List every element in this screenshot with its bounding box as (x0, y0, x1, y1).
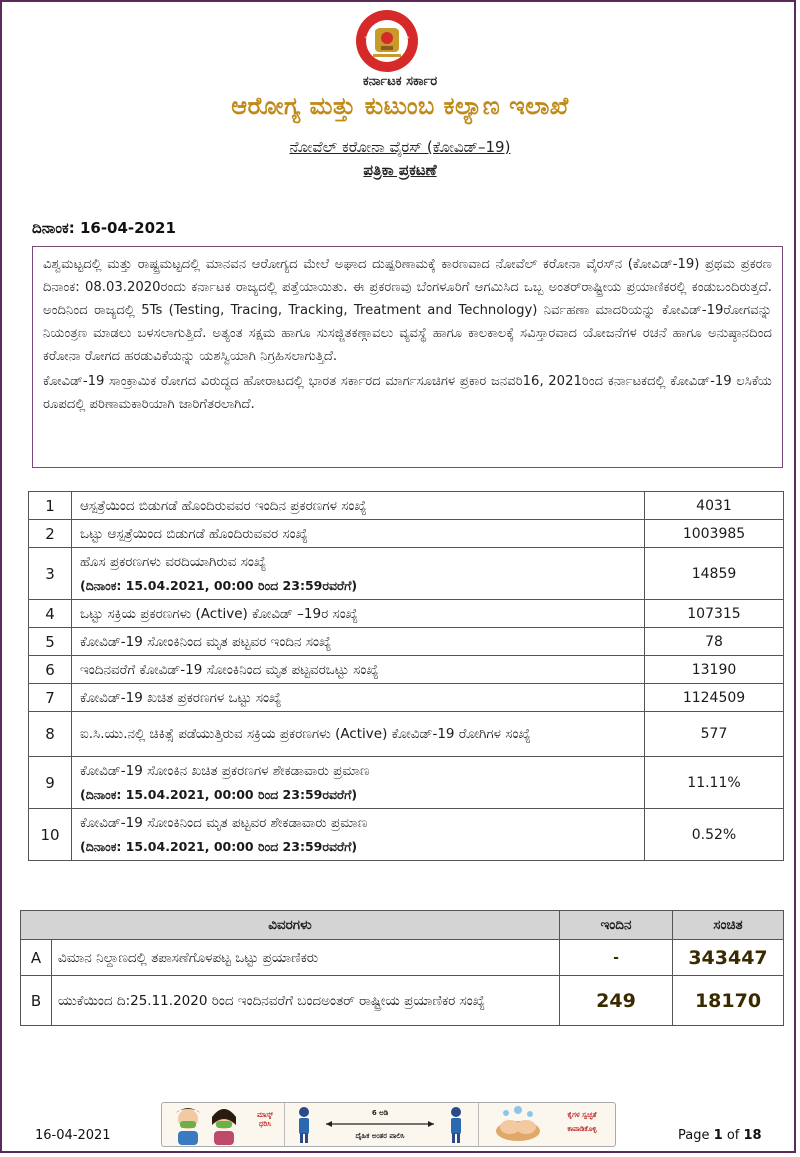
row-label (72, 492, 645, 520)
hygiene-text-1: ಕೈಗಳ ಸ್ವಚ್ಛತೆ (567, 1111, 597, 1119)
row-label-text: ಆಸ್ಪತ್ರೆಯಿಂದ ಬಿಡುಗಡೆ ಹೊಂದಿರುವವರ ಇಂದಿನ ಪ್ರಕರಣಗಳ ಸಂಖ್ಯೆ (80, 497, 367, 514)
row-number: 8 (29, 712, 72, 757)
row-label (72, 600, 645, 628)
intro-paragraph-2: ಕೋವಿಡ್-19 ಸಾಂಕ್ರಾಮಿಕ ರೋಗದ ವಿರುದ್ಧದ ಹೋರಾಟದಲ್ಲಿ ಭಾರತ ಸರ್ಕಾರದ ಮಾರ್ಗಸೂಚಿಗಳ ಪ್ರಕಾರ ಜನವರಿ16, 2021ರಿಂದ ಕರ್ನಾಟಕದಲ್ಲಿ ಕೋವಿಡ್-19 ಲಸಿಕೆಯ ರೂಪದಲ್ಲಿ ಪರಿಣಾಮಕಾರಿಯಾಗಿ ಜಾರಿಗೆತರಲಾಗಿದೆ. (43, 374, 772, 412)
travel-cumulative: 343447 (673, 940, 784, 976)
row-label-text: ಕೋವಿಡ್-19 ಸೋಂಕಿನ ಖಚಿತ ಪ್ರಕರಣಗಳ ಶೇಕಡಾವಾರು ಪ್ರಮಾಣ (80, 762, 370, 779)
person-icon (444, 1103, 468, 1146)
travel-header-row (21, 911, 784, 940)
press-release-heading: ಪತ್ರಿಕಾ ಪ್ರಕಟಣೆ (363, 161, 437, 179)
travel-table (20, 910, 784, 1026)
stats-row (29, 600, 784, 628)
travel-code: A (21, 940, 52, 976)
page-current: 1 (713, 1128, 723, 1143)
stats-row (29, 712, 784, 757)
row-label-text: ಕೋವಿಡ್-19 ಖಚಿತ ಪ್ರಕರಣಗಳ ಒಟ್ಟು ಸಂಖ್ಯೆ (80, 689, 282, 706)
stats-table (28, 491, 784, 861)
stats-row (29, 757, 784, 809)
travel-today: - (560, 940, 673, 976)
stats-row (29, 520, 784, 548)
row-number: 6 (29, 656, 72, 684)
stats-row (29, 656, 784, 684)
row-label-text: ಇಂದಿನವರೆಗೆ ಕೋವಿಡ್-19 ಸೋಂಕಿನಿಂದ ಮೃತ ಪಟ್ಟವರಒಟ್ಟು ಸಂಖ್ಯೆ (80, 661, 379, 678)
subject-heading: ನೋವೆಲ್ ಕರೋನಾ ವೈರಸ್ (ಕೋವಿಡ್–19) (289, 138, 511, 156)
page-total: 18 (743, 1128, 762, 1143)
department-title: ಆರೋಗ್ಯ ಮತ್ತು ಕುಟುಂಬ ಕಲ್ಯಾಣ ಇಲಾಖೆ (231, 92, 569, 120)
row-label (72, 757, 645, 809)
stats-row (29, 628, 784, 656)
row-number: 10 (29, 809, 72, 861)
mask-text: ಮಾಸ್ಕ್ ಧರಿಸಿ (257, 1111, 273, 1128)
row-label (72, 656, 645, 684)
row-number: 4 (29, 600, 72, 628)
row-label-text: ಕೋವಿಡ್-19 ಸೋಂಕಿನಿಂದ ಮೃತ ಪಟ್ಟವರ ಶೇಕಡಾವಾರು ಪ್ರಮಾಣ (80, 814, 368, 831)
row-label-text: ಐ.ಸಿ.ಯು.ನಲ್ಲಿ ಚಿಕಿತ್ಸೆ ಪಡೆಯುತ್ತಿರುವ ಸಕ್ರಿಯ ಪ್ರಕರಣಗಳು (Active) ಕೋವಿಡ್-19 ರೋಗಿಗಳ ಸಂಖ್ಯೆ (80, 726, 531, 742)
person-icon (292, 1103, 316, 1146)
banner-divider (284, 1103, 285, 1146)
row-label (72, 712, 645, 757)
travel-row-b (21, 976, 784, 1026)
row-number: 3 (29, 548, 72, 600)
row-date-range: (ದಿನಾಂಕ: 15.04.2021, 00:00 ರಿಂದ 23:59ರವರೆಗೆ) (80, 838, 358, 854)
row-value: 107315 (645, 600, 784, 628)
row-label-text: ಹೊಸ ಪ್ರಕರಣಗಳು ವರದಿಯಾಗಿರುವ ಸಂಖ್ಯೆ (80, 553, 267, 570)
travel-code: B (21, 976, 52, 1026)
stats-row (29, 492, 784, 520)
row-number: 9 (29, 757, 72, 809)
footer-page-number (678, 1128, 762, 1143)
header-cumulative: ಸಂಚಿತ (673, 911, 784, 940)
row-label-text: ಒಟ್ಟು ಆಸ್ಪತ್ರೆಯಿಂದ ಬಿಡುಗಡೆ ಹೊಂದಿರುವವರ ಸಂಖ್ಯೆ (80, 525, 308, 542)
row-number: 1 (29, 492, 72, 520)
row-value: 4031 (645, 492, 784, 520)
stats-row (29, 809, 784, 861)
release-date: ದಿನಾಂಕ: 16-04-2021 (32, 219, 176, 237)
page-word: Page (678, 1128, 710, 1143)
covid-guidelines-banner (161, 1102, 616, 1147)
hygiene-text-2: ಕಾಪಾಡಿಕೊಳ್ಳಿ (567, 1125, 597, 1133)
travel-today: 249 (560, 976, 673, 1026)
distance-value: 6 ಅಡಿ (371, 1109, 389, 1117)
row-value: 13190 (645, 656, 784, 684)
row-label (72, 520, 645, 548)
travel-row-a (21, 940, 784, 976)
row-label (72, 809, 645, 861)
travel-label: ವಿಮಾನ ನಿಲ್ದಾಣದಲ್ಲಿ ತಪಾಸಣೆಗೊಳಪಟ್ಟ ಒಟ್ಟು ಪ್ರಯಾಣಿಕರು (52, 940, 560, 976)
banner-divider (478, 1103, 479, 1146)
row-label-text: ಕೋವಿಡ್-19 ಸೋಂಕಿನಿಂದ ಮೃತ ಪಟ್ಟವರ ಇಂದಿನ ಸಂಖ್ಯೆ (80, 633, 332, 650)
travel-cumulative: 18170 (673, 976, 784, 1026)
stats-row (29, 548, 784, 600)
row-label (72, 628, 645, 656)
header-today: ಇಂದಿನ (560, 911, 673, 940)
of-word: of (726, 1128, 740, 1143)
row-value: 1003985 (645, 520, 784, 548)
intro-box (32, 246, 783, 468)
mask-figures-icon (168, 1103, 248, 1146)
footer-date: 16-04-2021 (35, 1128, 111, 1143)
government-name: ಕರ್ನಾಟಕ ಸರ್ಕಾರ (362, 74, 438, 89)
row-label-text: ಒಟ್ಟು ಸಕ್ರಿಯ ಪ್ರಕರಣಗಳು (Active) ಕೋವಿಡ್ –19ರ ಸಂಖ್ಯೆ (80, 605, 358, 622)
handwash-icon (488, 1103, 548, 1146)
row-date-range: (ದಿನಾಂಕ: 15.04.2021, 00:00 ರಿಂದ 23:59ರವರೆಗೆ) (80, 786, 358, 802)
row-number: 7 (29, 684, 72, 712)
karnataka-emblem-icon (343, 8, 431, 74)
row-value: 14859 (645, 548, 784, 600)
row-label (72, 548, 645, 600)
travel-label: ಯುಕೆಯಿಂದ ದಿ:25.11.2020 ರಿಂದ ಇಂದಿನವರೆಗೆ ಬಂದಅಂತರ್ ರಾಷ್ಟ್ರೀಯ ಪ್ರಯಾಣಿಕರ ಸಂಖ್ಯೆ (52, 976, 560, 1026)
stats-row (29, 684, 784, 712)
row-value: 11.11% (645, 757, 784, 809)
row-value: 0.52% (645, 809, 784, 861)
row-number: 2 (29, 520, 72, 548)
intro-paragraph-1: ವಿಶ್ವಮಟ್ಟದಲ್ಲಿ ಮತ್ತು ರಾಷ್ಟ್ರಮಟ್ಟದಲ್ಲಿ ಮಾನವನ ಆರೋಗ್ಯದ ಮೇಲೆ ಅಘಾದ ದುಷ್ಪರಿಣಾಮಕ್ಕೆ ಕಾರಣವಾದ ನೋವೆಲ್ ಕರೋನಾ ವೈರಸ್‌ನ (ಕೋವಿಡ್-19) ಪ್ರಥಮ ಪ್ರಕರಣ ದಿನಾಂಕ: 08.03.2020ರಂದು ಕರ್ನಾಟಕ ರಾಜ್ಯದಲ್ಲಿ ಪತ್ತೆಯಾಯಿತು. ಈ ಪ್ರಕರಣವು ಬೆಂಗಳೂರಿಗೆ ಆಗಮಿಸಿದ ಒಬ್ಬ ಅಂತರ್‌ರಾಷ್ಟ್ರೀಯ ಪ್ರಯಾಣಿಕರಲ್ಲಿ ಕಂಡುಬಂದಿರುತ್ತದೆ. ಅಂದಿನಿಂದ ರಾಜ್ಯದಲ್ಲಿ 5Ts (Testing, Tracing, Tracking, Treatment and Technology) ನಿರ್ವಹಣಾ ಮಾದರಿಯನ್ನು ಕೋವಿಡ್-19ರೋಗವನ್ನು ನಿಯಂತ್ರಣ ಮಾಡಲು ಬಳಸಲಾಗುತ್ತಿದೆ. ಅತ್ಯಂತ ಸಕ್ಷಮ ಹಾಗೂ ಸುಸಜ್ಜಿತಕಣ್ಗಾವಲು ವ್ಯವಸ್ಥೆ ಹಾಗೂ ಕಾಲಕಾಲಕ್ಕೆ ಸವಿಸ್ತಾರವಾದ ಯೋಜನೆಗಳ ರಚನೆ ಹಾಗೂ ಅನುಷ್ಠಾನದಿಂದ ಕರೋನಾ ರೋಗದ ಹರಡುವಿಕೆಯನ್ನು ಯಶಸ್ವಿಯಾಗಿ ನಿಗ್ರಹಿಸಲಾಗುತ್ತಿದೆ. (43, 257, 772, 364)
row-value: 577 (645, 712, 784, 757)
row-number: 5 (29, 628, 72, 656)
row-label (72, 684, 645, 712)
row-date-range: (ದಿನಾಂಕ: 15.04.2021, 00:00 ರಿಂದ 23:59ರವರೆಗೆ) (80, 577, 358, 593)
header-details: ವಿವರಗಳು (21, 911, 560, 940)
row-value: 1124509 (645, 684, 784, 712)
row-value: 78 (645, 628, 784, 656)
distance-label: ದೈಹಿಕ ಅಂತರ ಪಾಲಿಸಿ (355, 1132, 405, 1140)
